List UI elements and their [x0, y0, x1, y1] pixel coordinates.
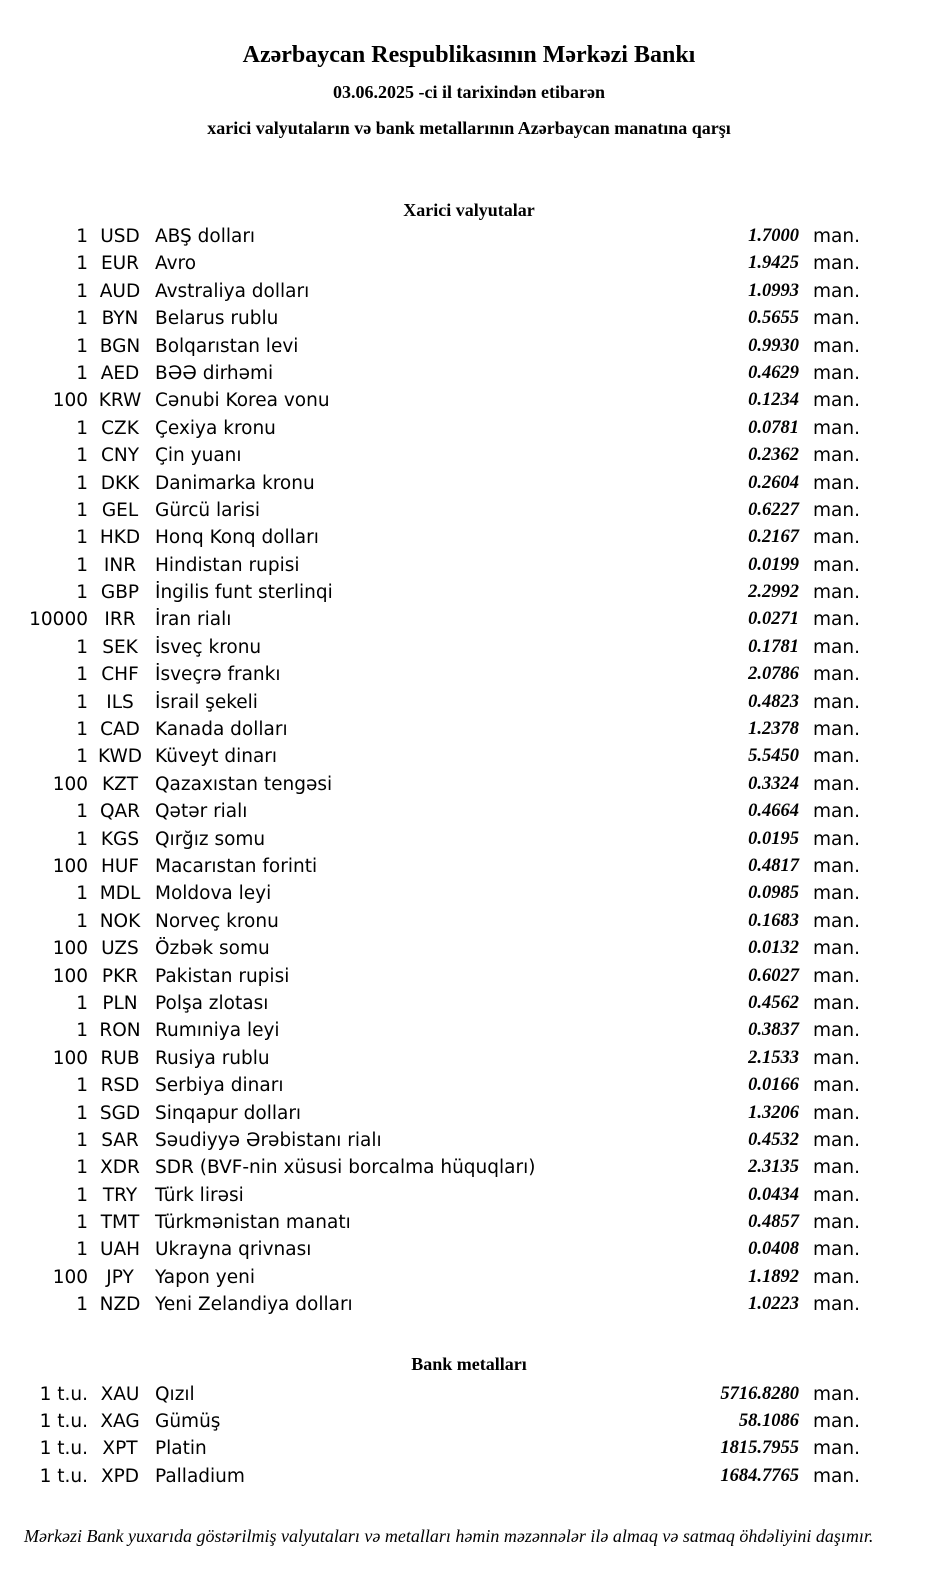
table-row: [0, 990, 938, 1017]
manat-unit-label: man.: [813, 1184, 860, 1206]
table-row: [0, 634, 938, 661]
currency-name: Türk lirəsi: [155, 1184, 244, 1206]
manat-unit-label: man.: [813, 335, 860, 357]
currency-rate: 0.1683: [748, 910, 799, 931]
manat-unit-label: man.: [813, 226, 860, 247]
currency-quantity: 1: [76, 1102, 88, 1124]
currency-code: CHF: [101, 664, 139, 686]
metals-section-title: Bank metalları: [411, 1353, 527, 1374]
currency-code: USD: [100, 226, 140, 247]
currency-code: AUD: [99, 280, 141, 302]
currency-rate: 1.7000: [748, 226, 799, 246]
currency-rate: 0.4817: [748, 855, 799, 876]
currency-code: CAD: [100, 719, 140, 741]
currency-code: RUB: [100, 1047, 140, 1069]
metal-quantity: 1 t.u.: [39, 1383, 88, 1405]
currency-quantity: 1: [76, 527, 88, 549]
currency-code: GEL: [101, 499, 139, 521]
currency-quantity: 100: [52, 938, 88, 960]
currency-name: Danimarka kronu: [155, 472, 315, 494]
table-row: [0, 1154, 938, 1181]
currency-quantity: 1: [76, 691, 88, 713]
currency-name: Polşa zlotası: [155, 992, 269, 1014]
table-row: [0, 1236, 938, 1263]
currency-rate: 0.0408: [748, 1239, 799, 1260]
currency-quantity: 1: [76, 883, 88, 905]
currency-quantity: 1: [76, 828, 88, 850]
table-row: [0, 579, 938, 606]
currency-name: Hindistan rupisi: [155, 554, 300, 576]
currency-quantity: 100: [52, 1047, 88, 1069]
currency-code: ILS: [106, 691, 134, 713]
table-row: [0, 908, 938, 935]
currency-quantity: 1: [76, 1075, 88, 1097]
currency-name: Belarus rublu: [155, 308, 279, 330]
table-row: [0, 305, 938, 332]
currency-quantity: 1: [76, 335, 88, 357]
currency-rate: 0.1234: [748, 390, 799, 411]
metal-rate: 5716.8280: [720, 1383, 799, 1404]
currency-name: Rumıniya leyi: [155, 1020, 280, 1042]
currency-quantity: 1: [76, 417, 88, 439]
currency-code: NZD: [99, 1294, 141, 1316]
currency-code: SEK: [102, 636, 138, 658]
metals-table: [0, 1381, 938, 1491]
currency-rate: 0.2362: [748, 445, 799, 466]
manat-unit-label: man.: [813, 417, 860, 439]
currency-quantity: 1: [76, 362, 88, 384]
currency-code: SGD: [99, 1102, 141, 1124]
currency-rate: 0.4629: [748, 362, 799, 383]
currency-rate: 0.4664: [748, 801, 799, 822]
table-row: [0, 1127, 938, 1154]
currency-quantity: 1: [76, 1184, 88, 1206]
currency-rate: 0.4532: [748, 1129, 799, 1150]
currency-code: UAH: [99, 1239, 141, 1261]
table-row: [0, 552, 938, 579]
currency-name: İran rialı: [155, 609, 232, 631]
currency-code: BGN: [99, 335, 141, 357]
currency-name: İsveç kronu: [155, 636, 262, 658]
currency-name: Qırğız somu: [155, 828, 266, 850]
table-row: [0, 880, 938, 907]
table-row: [0, 798, 938, 825]
currency-quantity: 1: [76, 801, 88, 823]
table-row: [0, 1264, 938, 1291]
metal-code: XPD: [100, 1465, 140, 1487]
metal-code: XAU: [100, 1383, 140, 1405]
manat-unit-label: man.: [813, 527, 860, 549]
table-row: [0, 415, 938, 442]
manat-unit-label: man.: [813, 582, 860, 604]
metal-rate: 1684.7765: [720, 1465, 799, 1486]
manat-unit-label: man.: [813, 1465, 860, 1487]
table-row: [0, 387, 938, 414]
currency-code: KGS: [100, 828, 140, 850]
table-row: [0, 606, 938, 633]
currency-code: XDR: [100, 1157, 140, 1179]
manat-unit-label: man.: [813, 1157, 860, 1179]
currency-quantity: 1: [76, 554, 88, 576]
currency-rate: 0.9930: [748, 335, 799, 356]
currency-name: Çin yuanı: [155, 445, 242, 467]
manat-unit-label: man.: [813, 992, 860, 1014]
manat-unit-label: man.: [813, 1294, 860, 1316]
manat-unit-label: man.: [813, 445, 860, 467]
currency-quantity: 1: [76, 1212, 88, 1234]
currency-quantity: 1: [76, 664, 88, 686]
manat-unit-label: man.: [813, 773, 860, 795]
currency-rate: 1.9425: [748, 253, 799, 274]
currency-name: Bolqarıstan levi: [155, 335, 299, 357]
currency-name: Macarıstan forinti: [155, 855, 318, 877]
currency-name: Gürcü larisi: [155, 499, 261, 521]
currency-name: Yeni Zelandiya dolları: [155, 1294, 353, 1316]
manat-unit-label: man.: [813, 308, 860, 330]
currency-code: CNY: [100, 445, 140, 467]
manat-unit-label: man.: [813, 801, 860, 823]
currency-code: CZK: [101, 417, 139, 439]
table-row: [0, 470, 938, 497]
currency-quantity: 1: [76, 1020, 88, 1042]
metal-quantity: 1 t.u.: [39, 1438, 88, 1460]
manat-unit-label: man.: [813, 1047, 860, 1069]
currency-name: İsrail şekeli: [155, 691, 258, 713]
currency-code: QAR: [99, 801, 141, 823]
manat-unit-label: man.: [813, 664, 860, 686]
metal-rate: 58.1086: [738, 1411, 799, 1432]
currency-name: Sinqapur dolları: [155, 1102, 302, 1124]
currency-code: DKK: [100, 472, 140, 494]
currency-rate: 1.0223: [748, 1294, 799, 1315]
table-row: [0, 1045, 938, 1072]
currency-name: Avstraliya dolları: [155, 280, 310, 302]
currency-rate: 1.3206: [748, 1102, 799, 1123]
currency-quantity: 1: [76, 992, 88, 1014]
manat-unit-label: man.: [813, 1129, 860, 1151]
currency-quantity: 1: [76, 445, 88, 467]
table-row: [0, 1408, 938, 1435]
manat-unit-label: man.: [813, 883, 860, 905]
currency-rate: 1.0993: [748, 280, 799, 301]
currency-code: MDL: [99, 883, 141, 905]
currency-quantity: 1: [76, 910, 88, 932]
metal-name: Palladium: [155, 1465, 245, 1487]
currency-name: Avro: [155, 253, 197, 275]
table-row: [0, 223, 938, 250]
table-row: [0, 1209, 938, 1236]
currency-rate: 2.1533: [748, 1047, 799, 1068]
currency-quantity: 100: [52, 1266, 88, 1288]
table-row: [0, 1291, 938, 1318]
table-row: [0, 935, 938, 962]
table-row: [0, 771, 938, 798]
table-row: [0, 743, 938, 770]
currency-rate: 0.0166: [748, 1075, 799, 1096]
manat-unit-label: man.: [813, 253, 860, 275]
currency-code: PLN: [102, 992, 138, 1014]
currency-code: JPY: [106, 1266, 134, 1288]
table-row: [0, 1100, 938, 1127]
table-row: [0, 963, 938, 990]
currency-code: RSD: [100, 1075, 140, 1097]
currency-name: SDR (BVF-nin xüsusi borcalma hüquqları): [155, 1157, 536, 1179]
table-row: [0, 1435, 938, 1462]
table-row: [0, 689, 938, 716]
metal-name: Gümüş: [155, 1411, 221, 1433]
currency-code: KZT: [101, 773, 139, 795]
table-row: [0, 853, 938, 880]
metal-name: Platin: [155, 1438, 207, 1460]
currency-code: SAR: [101, 1129, 139, 1151]
currency-code: IRR: [104, 609, 136, 631]
manat-unit-label: man.: [813, 636, 860, 658]
table-row: [0, 1017, 938, 1044]
currency-code: HUF: [100, 855, 140, 877]
currency-name: Türkmənistan manatı: [155, 1212, 351, 1234]
currency-rate: 0.0271: [748, 609, 799, 630]
manat-unit-label: man.: [813, 609, 860, 631]
manat-unit-label: man.: [813, 1102, 860, 1124]
currency-quantity: 1: [76, 719, 88, 741]
currency-quantity: 1: [76, 253, 88, 275]
currency-quantity: 100: [52, 855, 88, 877]
currency-rate: 0.0985: [748, 883, 799, 904]
currency-code: RON: [99, 1020, 141, 1042]
metal-quantity: 1 t.u.: [39, 1411, 88, 1433]
manat-unit-label: man.: [813, 280, 860, 302]
table-row: [0, 497, 938, 524]
currency-name: Ukrayna qrivnası: [155, 1239, 312, 1261]
manat-unit-label: man.: [813, 719, 860, 741]
currency-quantity: 1: [76, 582, 88, 604]
table-row: [0, 1463, 938, 1490]
currency-name: Yapon yeni: [155, 1266, 255, 1288]
currency-code: EUR: [100, 253, 140, 275]
currency-name: Cənubi Korea vonu: [155, 390, 330, 412]
currency-rate: 0.3324: [748, 773, 799, 794]
currency-quantity: 1: [76, 746, 88, 768]
currency-quantity: 1: [76, 308, 88, 330]
currency-rate: 1.2378: [748, 719, 799, 740]
currency-name: Pakistan rupisi: [155, 965, 290, 987]
metal-quantity: 1 t.u.: [39, 1465, 88, 1487]
currency-code: BYN: [101, 308, 139, 330]
currency-quantity: 1: [76, 280, 88, 302]
currency-code: UZS: [101, 938, 139, 960]
manat-unit-label: man.: [813, 910, 860, 932]
manat-unit-label: man.: [813, 855, 860, 877]
metal-name: Qızıl: [155, 1383, 195, 1405]
currency-name: Honq Konq dolları: [155, 527, 319, 549]
manat-unit-label: man.: [813, 472, 860, 494]
manat-unit-label: man.: [813, 1075, 860, 1097]
currency-quantity: 1: [76, 226, 88, 247]
currency-rate: 1.1892: [748, 1266, 799, 1287]
currency-name: İngilis funt sterlinqi: [155, 582, 333, 604]
currency-quantity: 1: [76, 1157, 88, 1179]
currency-rate: 0.3837: [748, 1020, 799, 1041]
metal-rate: 1815.7955: [720, 1438, 799, 1459]
manat-unit-label: man.: [813, 1239, 860, 1261]
currency-quantity: 100: [52, 390, 88, 412]
disclaimer-text: Mərkəzi Bank yuxarıda göstərilmiş valyutaları və metalları həmin məzənnələr ilə almaq və satmaq öhdəliyini daşımır.: [24, 1526, 874, 1547]
currencies-section-title: Xarici valyutalar: [403, 200, 535, 220]
effective-date-line: 03.06.2025 -ci il tarixindən etibarən: [333, 82, 605, 102]
currency-name: Qətər rialı: [155, 801, 248, 823]
currency-quantity: 100: [52, 773, 88, 795]
currency-code: PKR: [101, 965, 139, 987]
currency-name: BƏƏ dirhəmi: [155, 362, 274, 384]
manat-unit-label: man.: [813, 1411, 860, 1433]
manat-unit-label: man.: [813, 746, 860, 768]
table-row: [0, 442, 938, 469]
table-row: [0, 1381, 938, 1408]
currency-name: Küveyt dinarı: [155, 746, 278, 768]
manat-unit-label: man.: [813, 1266, 860, 1288]
currency-quantity: 1: [76, 636, 88, 658]
table-row: [0, 1072, 938, 1099]
metal-code: XPT: [102, 1438, 138, 1460]
manat-unit-label: man.: [813, 938, 860, 960]
currency-name: ABŞ dolları: [155, 226, 256, 247]
currency-rate: 0.1781: [748, 636, 799, 657]
currency-name: Rusiya rublu: [155, 1047, 270, 1069]
currency-rate: 0.6027: [748, 965, 799, 986]
currency-name: Kanada dolları: [155, 719, 288, 741]
currency-quantity: 1: [76, 1239, 88, 1261]
currency-name: Səudiyyə Ərəbistanı rialı: [155, 1129, 382, 1151]
manat-unit-label: man.: [813, 362, 860, 384]
currency-rate: 0.0195: [748, 828, 799, 849]
manat-unit-label: man.: [813, 1383, 860, 1405]
currency-quantity: 100: [52, 965, 88, 987]
currency-quantity: 1: [76, 472, 88, 494]
manat-unit-label: man.: [813, 965, 860, 987]
currency-rate: 0.4857: [748, 1212, 799, 1233]
table-row: [0, 524, 938, 551]
currency-code: INR: [103, 554, 137, 576]
currency-quantity: 1: [76, 1294, 88, 1316]
currency-code: NOK: [99, 910, 141, 932]
currency-rate: 0.0132: [748, 938, 799, 959]
currency-rate: 0.0434: [748, 1184, 799, 1205]
manat-unit-label: man.: [813, 1020, 860, 1042]
currency-rate: 0.0781: [748, 417, 799, 438]
currency-code: TRY: [102, 1184, 138, 1206]
currency-code: KRW: [98, 390, 142, 412]
table-row: [0, 333, 938, 360]
currency-name: İsveçrə frankı: [155, 664, 281, 686]
currency-code: GBP: [100, 582, 140, 604]
currency-name: Norveç kronu: [155, 910, 279, 932]
currency-rate: 5.5450: [748, 746, 799, 767]
header-subtitle: xarici valyutaların və bank metallarının Azərbaycan manatına qarşı: [207, 118, 731, 138]
currency-code: HKD: [99, 527, 141, 549]
currency-name: Özbək somu: [155, 938, 270, 960]
currency-rate: 0.2604: [748, 472, 799, 493]
currency-rate: 0.0199: [748, 554, 799, 575]
manat-unit-label: man.: [813, 390, 860, 412]
currency-code: KWD: [97, 746, 142, 768]
currency-name: Moldova leyi: [155, 883, 272, 905]
table-row: [0, 1182, 938, 1209]
table-row: [0, 360, 938, 387]
currency-quantity: 1: [76, 1129, 88, 1151]
currency-code: AED: [100, 362, 140, 384]
manat-unit-label: man.: [813, 1212, 860, 1234]
metal-code: XAG: [100, 1411, 140, 1433]
currency-rate: 0.4562: [748, 992, 799, 1013]
table-row: [0, 661, 938, 688]
table-row: [0, 826, 938, 853]
currency-rate: 0.6227: [748, 499, 799, 520]
currency-rate: 0.5655: [748, 308, 799, 329]
currency-name: Qazaxıstan tengəsi: [155, 773, 333, 795]
currency-rate: 2.0786: [748, 664, 799, 685]
currency-rate: 2.2992: [748, 582, 799, 603]
table-row: [0, 716, 938, 743]
currency-quantity: 1: [76, 499, 88, 521]
currency-rate: 0.2167: [748, 527, 799, 548]
page-title: Azərbaycan Respublikasının Mərkəzi Bankı: [242, 42, 696, 68]
manat-unit-label: man.: [813, 499, 860, 521]
table-row: [0, 278, 938, 305]
manat-unit-label: man.: [813, 691, 860, 713]
table-row: [0, 250, 938, 277]
currency-name: Serbiya dinarı: [155, 1075, 284, 1097]
currencies-table: [0, 223, 938, 1319]
currency-code: TMT: [100, 1212, 140, 1234]
manat-unit-label: man.: [813, 1438, 860, 1460]
manat-unit-label: man.: [813, 828, 860, 850]
currency-quantity: 10000: [29, 609, 88, 631]
currency-name: Çexiya kronu: [155, 417, 276, 439]
currency-rate: 0.4823: [748, 691, 799, 712]
currency-rate: 2.3135: [748, 1157, 799, 1178]
manat-unit-label: man.: [813, 554, 860, 576]
